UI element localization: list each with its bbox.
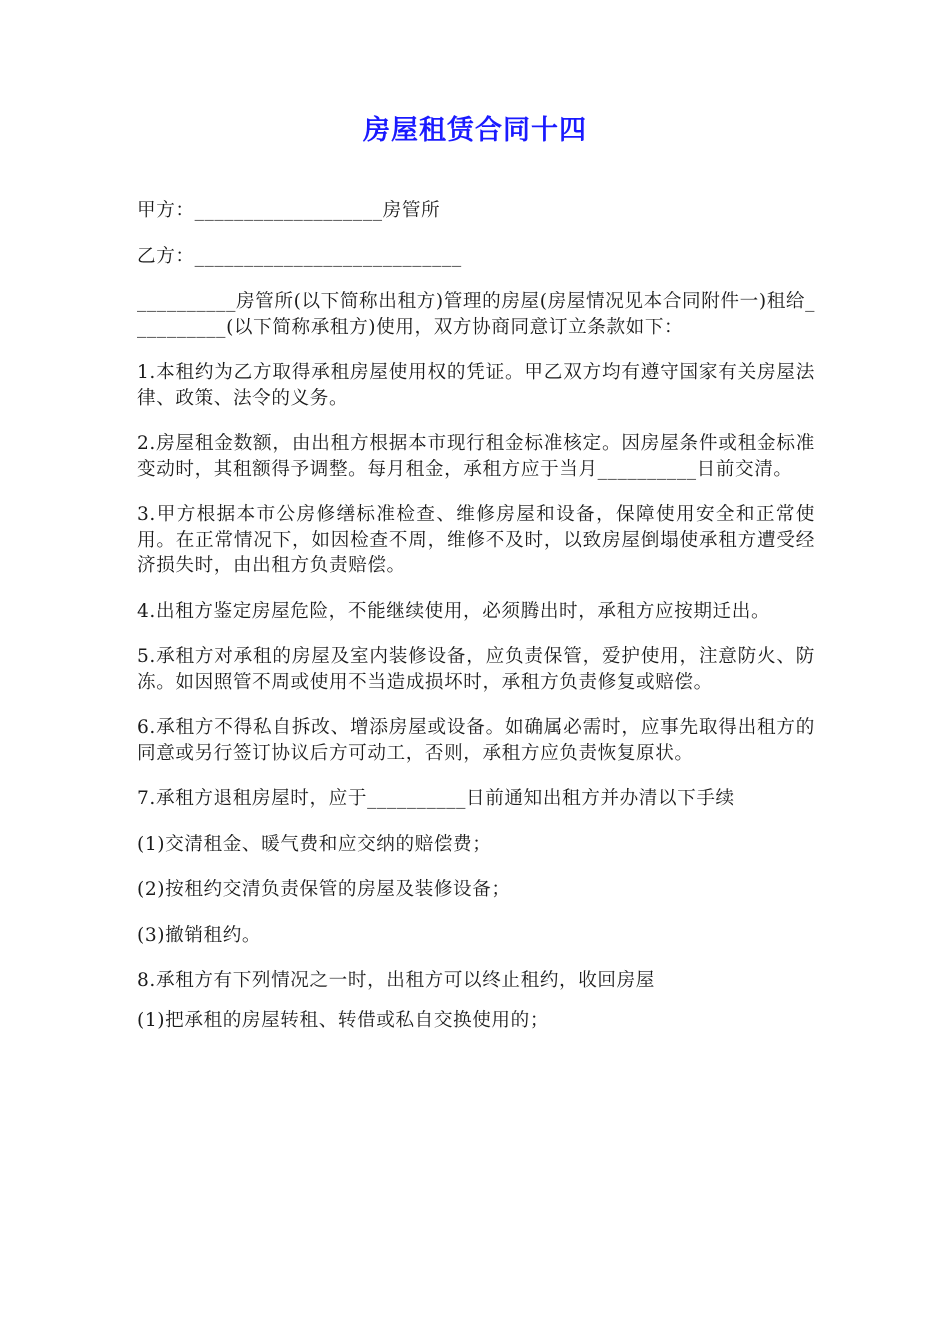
intro-paragraph: __________房管所(以下简称出租方)管理的房屋(房屋情况见本合同附件一)租给__________(以下简称承租方)使用，双方协商同意订立条款如下： bbox=[137, 291, 815, 338]
clause-6: 6.承租方不得私自拆改、增添房屋或设备。如确属必需时，应事先取得出租方的同意或另行签订协议后方可动工，否则，承租方应负责恢复原状。 bbox=[137, 717, 815, 764]
clause-8: 8.承租方有下列情况之一时，出租方可以终止租约，收回房屋 bbox=[137, 970, 655, 991]
clause-5: 5.承租方对承租的房屋及室内装修设备，应负责保管，爱护使用，注意防火、防冻。如因照管不周或使用不当造成损坏时，承租方负责修复或赔偿。 bbox=[137, 646, 815, 693]
clause-1: 1.本租约为乙方取得承租房屋使用权的凭证。甲乙双方均有遵守国家有关房屋法律、政策、法令的义务。 bbox=[137, 362, 815, 409]
party-b-line: 乙方：___________________________ bbox=[137, 245, 462, 267]
clause-3: 3.甲方根据本市公房修缮标准检查、维修房屋和设备，保障使用安全和正常使用。在正常情况下，如因检查不周，维修不及时，以致房屋倒塌使承租方遭受经济损失时，由出租方负责赔偿。 bbox=[137, 504, 815, 576]
clause-7-item-1: (1)交清租金、暖气费和应交纳的赔偿费； bbox=[137, 833, 492, 855]
clause-7-item-2: (2)按租约交清负责保管的房屋及装修设备； bbox=[137, 879, 511, 900]
clause-8-item-1: (1)把承租的房屋转租、转借或私自交换使用的； bbox=[137, 1009, 550, 1031]
document-body bbox=[137, 198, 815, 1053]
document-title: 房屋租赁合同十四 bbox=[363, 115, 587, 146]
clause-4: 4.出租方鉴定房屋危险，不能继续使用，必须腾出时，承租方应按期迁出。 bbox=[137, 600, 771, 622]
clause-7: 7.承租方退租房屋时，应于__________日前通知出租方并办清以下手续 bbox=[137, 788, 735, 809]
clause-7-item-3: (3)撤销租约。 bbox=[137, 924, 262, 946]
clause-2: 2.房屋租金数额，由出租方根据本市现行租金标准核定。因房屋条件或租金标准变动时，其租额得予调整。每月租金，承租方应于当月__________日前交清。 bbox=[137, 433, 815, 480]
party-a-line: 甲方：___________________房管所 bbox=[137, 200, 441, 221]
